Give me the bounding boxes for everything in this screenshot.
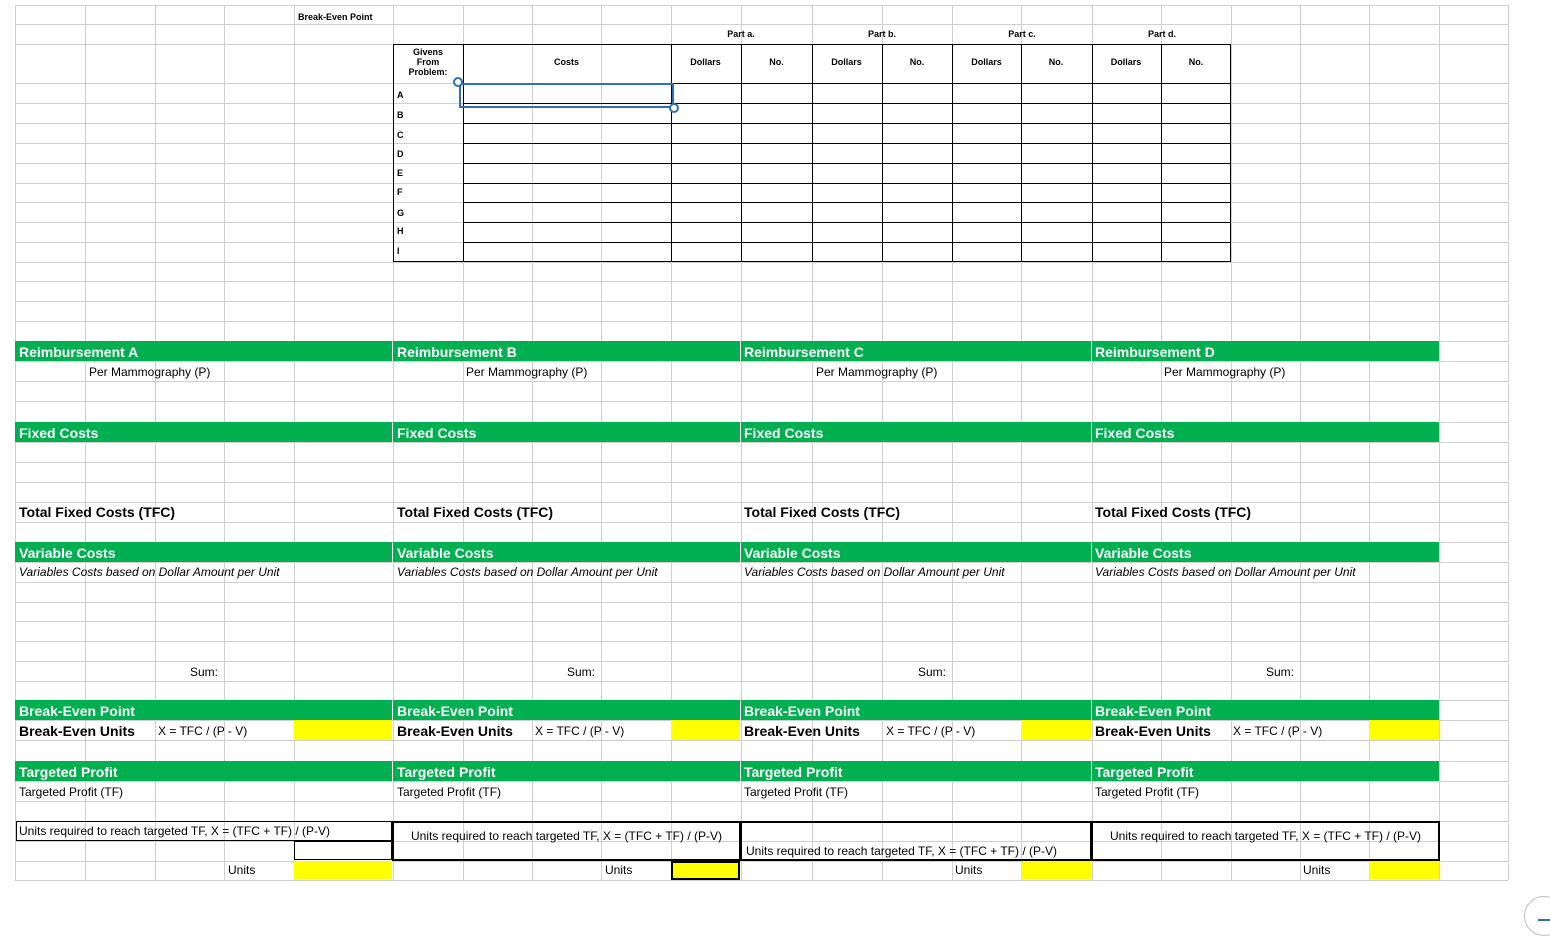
per-mammography-a-label: Per Mammography (P): [89, 365, 211, 379]
tfc-d-label: Total Fixed Costs (TFC): [1095, 504, 1252, 520]
tp-b-label: Targeted Profit (TF): [397, 785, 502, 799]
variable-note-d: Variables Costs based on Dollar Amount per Unit: [1095, 565, 1356, 579]
sum-c-label: Sum:: [918, 665, 947, 679]
bep-formula-b: X = TFC / (P - V): [535, 724, 625, 738]
bep-units-b-label: Break-Even Units: [397, 723, 513, 739]
part-c-dollars-header: Dollars: [971, 57, 1002, 67]
part-c-no-header: No.: [1048, 57, 1064, 67]
tfc-b-label: Total Fixed Costs (TFC): [397, 504, 554, 520]
per-mammography-b-label: Per Mammography (P): [466, 365, 588, 379]
givens-label: Givens From Problem:: [408, 47, 448, 77]
units-req-c-text: Units required to reach targeted TF, X = (TFC + TF) / (P-V): [746, 844, 1057, 858]
row-letter-f: F: [397, 187, 403, 197]
fixed-costs-c-header: Fixed Costs: [744, 425, 824, 441]
sum-a-label: Sum:: [190, 665, 219, 679]
row-letter-a: A: [397, 90, 404, 100]
givens-table: [393, 44, 1231, 262]
units-result-b-cell[interactable]: [671, 861, 740, 880]
sheet-title: Break-Even Point: [298, 12, 373, 22]
units-req-a-text: Units required to reach targeted TF, X = (TFC + TF) / (P-V): [19, 824, 330, 838]
row-letter-b: B: [397, 110, 404, 120]
variable-costs-d-header: Variable Costs: [1095, 545, 1192, 561]
costs-header: Costs: [553, 57, 579, 67]
part-a-no-header: No.: [769, 57, 784, 67]
reimbursement-c-header: Reimbursement C: [744, 344, 864, 360]
variable-costs-b-header: Variable Costs: [397, 545, 494, 561]
bep-units-d-label: Break-Even Units: [1095, 723, 1211, 739]
variable-note-c: Variables Costs based on Dollar Amount per Unit: [744, 565, 1005, 579]
units-req-d-text: Units required to reach targeted TF, X = (TFC + TF) / (P-V): [1110, 829, 1421, 843]
fixed-costs-a-header: Fixed Costs: [19, 425, 99, 441]
units-result-d-cell[interactable]: [1369, 861, 1439, 879]
part-b-no-header: No.: [909, 57, 925, 67]
units-b-label: Units: [605, 863, 633, 877]
selected-cell-range[interactable]: [459, 83, 674, 108]
sum-b-label: Sum:: [567, 665, 596, 679]
bep-c-header: Break-Even Point: [744, 703, 860, 719]
row-letter-e: E: [397, 168, 404, 178]
sum-d-label: Sum:: [1266, 665, 1295, 679]
row-letter-i: I: [397, 246, 400, 256]
tp-c-header: Targeted Profit: [744, 764, 843, 780]
bep-d-header: Break-Even Point: [1095, 703, 1211, 719]
bep-result-a-cell[interactable]: [294, 720, 392, 740]
bep-b-header: Break-Even Point: [397, 703, 513, 719]
units-d-label: Units: [1303, 863, 1331, 877]
units-req-a-cell[interactable]: [294, 841, 392, 860]
part-d-no-header: No.: [1188, 57, 1204, 67]
bep-a-header: Break-Even Point: [19, 703, 135, 719]
selection-handle-bottom-right[interactable]: [669, 103, 679, 113]
selection-handle-top-left[interactable]: [453, 77, 463, 87]
tfc-a-label: Total Fixed Costs (TFC): [19, 504, 176, 520]
part-c-header: Part c.: [1008, 29, 1036, 39]
tp-b-header: Targeted Profit: [397, 764, 496, 780]
units-a-label: Units: [228, 863, 256, 877]
part-a-header: Part a.: [727, 29, 755, 39]
per-mammography-c-label: Per Mammography (P): [816, 365, 938, 379]
variable-costs-a-header: Variable Costs: [19, 545, 116, 561]
tp-d-label: Targeted Profit (TF): [1095, 785, 1200, 799]
units-req-b-text: Units required to reach targeted TF, X = (TFC + TF) / (P-V): [411, 829, 722, 843]
variable-note-a: Variables Costs based on Dollar Amount per Unit: [19, 565, 280, 579]
row-letter-c: C: [397, 130, 404, 140]
bep-result-d-cell[interactable]: [1369, 720, 1439, 740]
variable-costs-c-header: Variable Costs: [744, 545, 841, 561]
fixed-costs-b-header: Fixed Costs: [397, 425, 477, 441]
tfc-c-label: Total Fixed Costs (TFC): [744, 504, 901, 520]
reimbursement-a-header: Reimbursement A: [19, 344, 139, 360]
bep-units-a-label: Break-Even Units: [19, 723, 135, 739]
tp-a-label: Targeted Profit (TF): [19, 785, 124, 799]
row-letter-d: D: [397, 149, 404, 159]
units-c-label: Units: [955, 863, 983, 877]
tp-d-header: Targeted Profit: [1095, 764, 1194, 780]
tp-a-header: Targeted Profit: [19, 764, 118, 780]
bep-formula-c: X = TFC / (P - V): [886, 724, 976, 738]
bep-units-c-label: Break-Even Units: [744, 723, 860, 739]
tp-c-label: Targeted Profit (TF): [744, 785, 849, 799]
part-d-header: Part d.: [1147, 29, 1176, 39]
per-mammography-d-label: Per Mammography (P): [1164, 365, 1286, 379]
bep-result-c-cell[interactable]: [1021, 720, 1091, 740]
fixed-costs-d-header: Fixed Costs: [1095, 425, 1175, 441]
reimbursement-d-header: Reimbursement D: [1095, 344, 1215, 360]
part-b-header: Part b.: [867, 29, 896, 39]
units-result-a-cell[interactable]: [294, 861, 392, 879]
row-letter-h: H: [397, 226, 404, 236]
minus-icon: [1538, 919, 1550, 921]
bep-formula-a: X = TFC / (P - V): [158, 724, 248, 738]
reimbursement-b-header: Reimbursement B: [397, 344, 517, 360]
units-result-c-cell[interactable]: [1021, 861, 1091, 879]
part-a-dollars-header: Dollars: [690, 57, 721, 67]
bep-formula-d: X = TFC / (P - V): [1233, 724, 1323, 738]
bep-result-b-cell[interactable]: [671, 720, 740, 740]
part-b-dollars-header: Dollars: [831, 57, 862, 67]
variable-note-b: Variables Costs based on Dollar Amount per Unit: [397, 565, 658, 579]
part-d-dollars-header: Dollars: [1110, 57, 1142, 67]
row-letter-g: G: [397, 208, 405, 218]
